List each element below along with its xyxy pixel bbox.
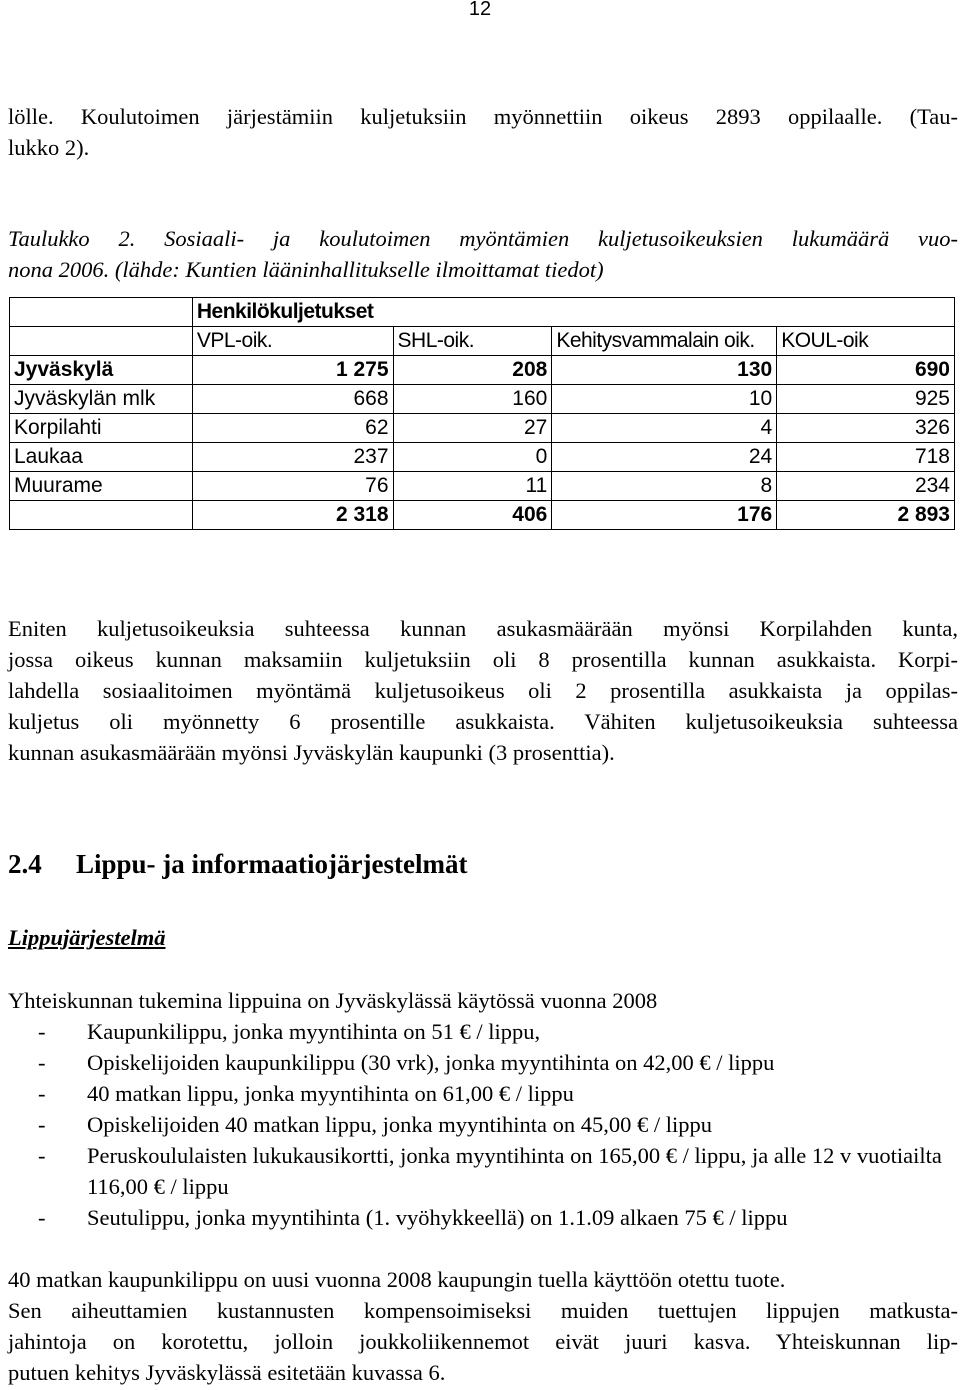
total-cell: 406 [393, 501, 552, 530]
text-line: lukko 2). [8, 135, 90, 160]
table-cell: 130 [552, 356, 777, 385]
list-item [8, 1047, 958, 1078]
list-dash: - [38, 1019, 46, 1044]
table-cell: 208 [393, 356, 552, 385]
table-cell: 925 [777, 385, 955, 414]
table-row [10, 356, 955, 385]
list-dash: - [38, 1205, 46, 1230]
table-cell: 0 [393, 443, 552, 472]
section-heading [8, 849, 467, 880]
intro-paragraph [8, 101, 958, 163]
section-title: Lippu- ja informaatiojärjestelmät [76, 849, 468, 879]
closing-paragraph [8, 1264, 958, 1388]
discussion-paragraph [8, 613, 958, 768]
table-cell: 8 [552, 472, 777, 501]
table-cell: 4 [552, 414, 777, 443]
subheading: Lippujärjestelmä [8, 925, 166, 950]
text-line: jossa oikeus kunnan maksamiin kuljetuksiin oli 8 prosentilla kunnan asukkaista. Korpi- [8, 647, 958, 672]
table-corner-cell [10, 298, 193, 327]
table-cell: 24 [552, 443, 777, 472]
row-label: Jyväskylän mlk [10, 385, 193, 414]
tickets-intro [8, 985, 958, 1016]
text-line: kunnan asukasmäärään myönsi Jyväskylän kaupunki (3 prosenttia). [8, 740, 615, 765]
list-item [8, 1016, 958, 1047]
list-item-text: 40 matkan lippu, jonka myyntihinta on 61,00 € / lippu [87, 1081, 574, 1106]
table-row [10, 472, 955, 501]
text-line: Yhteiskunnan tukemina lippuina on Jyväskylässä käytössä vuonna 2008 [8, 988, 658, 1013]
total-cell: 2 318 [192, 501, 393, 530]
table-cell: 62 [192, 414, 393, 443]
row-label: Korpilahti [10, 414, 193, 443]
list-item [8, 1109, 958, 1140]
list-item-text: Kaupunkilippu, jonka myyntihinta on 51 € / lippu, [87, 1019, 541, 1044]
page-number: 12 [468, 0, 492, 20]
table-cell: 668 [192, 385, 393, 414]
text-line: nona 2006. (lähde: Kuntien lääninhallitukselle ilmoittamat tiedot) [8, 257, 604, 282]
table-cell: 718 [777, 443, 955, 472]
text-line: Sen aiheuttamien kustannusten kompensoimiseksi muiden tuettujen lippujen matkusta- [8, 1298, 958, 1323]
list-dash: - [38, 1112, 46, 1137]
row-label: Muurame [10, 472, 193, 501]
text-line: lölle. Koulutoimen järjestämiin kuljetuksiin myönnettiin oikeus 2893 oppilaalle. (Tau- [8, 104, 958, 129]
transport-rights-table [9, 297, 955, 530]
text-line: Eniten kuljetusoikeuksia suhteessa kunnan asukasmäärään myönsi Korpilahden kunta, [8, 616, 958, 641]
table-cell: 27 [393, 414, 552, 443]
list-item-text: Opiskelijoiden 40 matkan lippu, jonka myyntihinta on 45,00 € / lippu [87, 1112, 712, 1137]
table-cell: 1 275 [192, 356, 393, 385]
table-corner-cell [10, 327, 193, 356]
table-cell: 11 [393, 472, 552, 501]
table-row [10, 414, 955, 443]
list-item-text: Seutulippu, jonka myyntihinta (1. vyöhykkeellä) on 1.1.09 alkaen 75 € / lippu [87, 1205, 788, 1230]
table-caption [8, 223, 958, 285]
text-line: Taulukko 2. Sosiaali- ja koulutoimen myöntämien kuljetusoikeuksien lukumäärä vuo- [8, 226, 958, 251]
list-item-text: Peruskoululaisten lukukausikortti, jonka myyntihinta on 165,00 € / lippu, ja alle [87, 1143, 807, 1168]
text-line: kuljetus oli myönnetty 6 prosentille asukkaista. Vähiten kuljetusoikeuksia suhteessa [8, 709, 958, 734]
text-line: lahdella sosiaalitoimen myöntämä kuljetusoikeus oli 2 prosentilla asukkaista ja oppilas- [8, 678, 958, 703]
list-item [8, 1202, 958, 1233]
table-cell: 160 [393, 385, 552, 414]
table-cell: 690 [777, 356, 955, 385]
column-header: VPL-oik. [192, 327, 393, 356]
table-group-header-row [10, 298, 955, 327]
list-dash: - [38, 1143, 46, 1168]
table-row [10, 385, 955, 414]
text-line: 40 matkan kaupunkilippu on uusi vuonna 2008 kaupungin tuella käyttöön otettu tuote. [8, 1267, 786, 1292]
list-item-text: Opiskelijoiden kaupunkilippu (30 vrk), jonka myyntihinta on 42,00 € / lippu [87, 1050, 775, 1075]
table-cell: 326 [777, 414, 955, 443]
row-label: Jyväskylä [10, 356, 193, 385]
table-cell: 10 [552, 385, 777, 414]
table-row [10, 443, 955, 472]
total-cell: 2 893 [777, 501, 955, 530]
column-header: Kehitysvammalain oik. [552, 327, 777, 356]
list-item [8, 1078, 958, 1109]
text-line: putuen kehitys Jyväskylässä esitetään kuvassa 6. [8, 1360, 446, 1385]
list-item-text: 12 v vuotiailta 116,00 € / lippu [87, 1143, 942, 1199]
table-cell: 234 [777, 472, 955, 501]
table-cell: 76 [192, 472, 393, 501]
list-dash: - [38, 1081, 46, 1106]
table-totals-row [10, 501, 955, 530]
list-item [8, 1140, 958, 1202]
row-label: Laukaa [10, 443, 193, 472]
table-group-header: Henkilökuljetukset [192, 298, 954, 327]
total-cell: 176 [552, 501, 777, 530]
column-header: SHL-oik. [393, 327, 552, 356]
text-line: jahintoja on korotettu, jolloin joukkoliikennemot eivät juuri kasva. Yhteiskunnan lip- [8, 1329, 958, 1354]
table-cell: 237 [192, 443, 393, 472]
column-header: KOUL-oik [777, 327, 955, 356]
ticket-list [8, 1016, 958, 1233]
section-number: 2.4 [8, 849, 42, 879]
table-column-header-row [10, 327, 955, 356]
row-label [10, 501, 193, 530]
list-dash: - [38, 1050, 46, 1075]
